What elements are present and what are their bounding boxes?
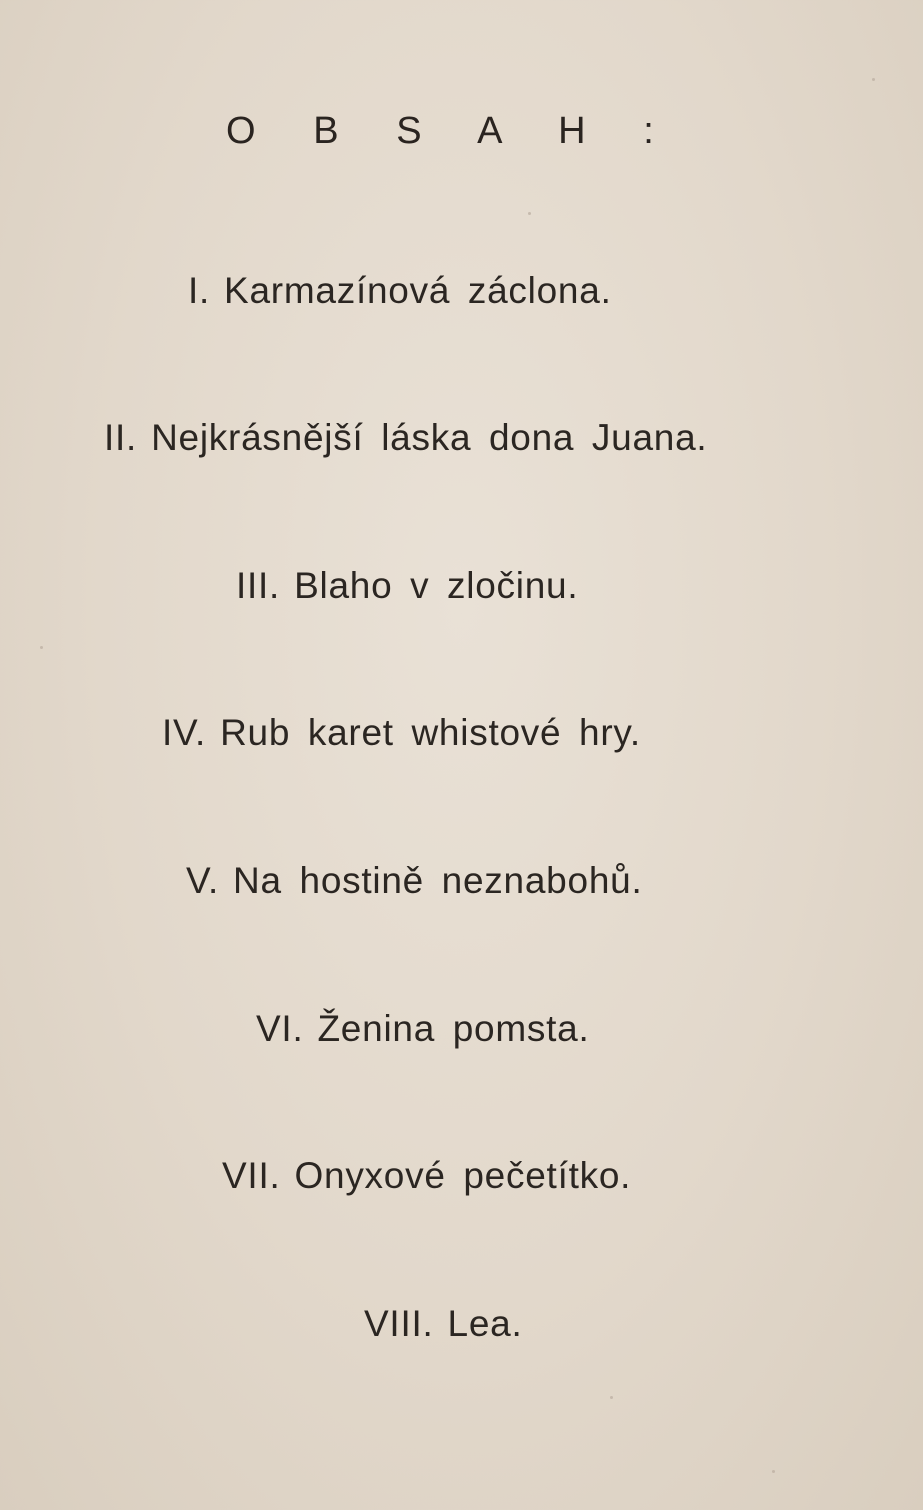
entry-title: Karmazínová záclona. <box>224 270 612 311</box>
paper-speck <box>610 1396 613 1399</box>
entry-title: Rub karet whistové hry. <box>220 712 641 753</box>
entry-number: V. <box>186 860 220 901</box>
entry-number: VI. <box>256 1008 304 1049</box>
entry-title: Blaho v zločinu. <box>294 565 579 606</box>
paper-speck <box>40 646 43 649</box>
entry-title: Nejkrásnější láska dona Juana. <box>151 417 708 458</box>
entry-title: Lea. <box>447 1303 523 1344</box>
toc-entry <box>0 712 923 754</box>
contents-heading: O B S A H : <box>226 110 678 152</box>
toc-entry <box>0 1155 923 1197</box>
entry-title: Ženina pomsta. <box>317 1008 590 1049</box>
paper-speck <box>772 1470 775 1473</box>
toc-entry <box>0 417 923 459</box>
entry-number: IV. <box>162 712 207 753</box>
entry-number: III. <box>236 565 281 606</box>
paper-speck <box>872 78 875 81</box>
entry-number: I. <box>188 270 211 311</box>
paper-speck <box>528 212 531 215</box>
toc-entry <box>0 860 923 902</box>
entry-number: VII. <box>222 1155 281 1196</box>
entry-number: VIII. <box>364 1303 434 1344</box>
toc-entry <box>0 1303 923 1345</box>
entry-number: II. <box>104 417 138 458</box>
toc-entry <box>0 270 923 312</box>
toc-entry <box>0 1008 923 1050</box>
entry-title: Onyxové pečetítko. <box>294 1155 632 1196</box>
entry-title: Na hostině neznabohů. <box>233 860 643 901</box>
toc-entry <box>0 565 923 607</box>
